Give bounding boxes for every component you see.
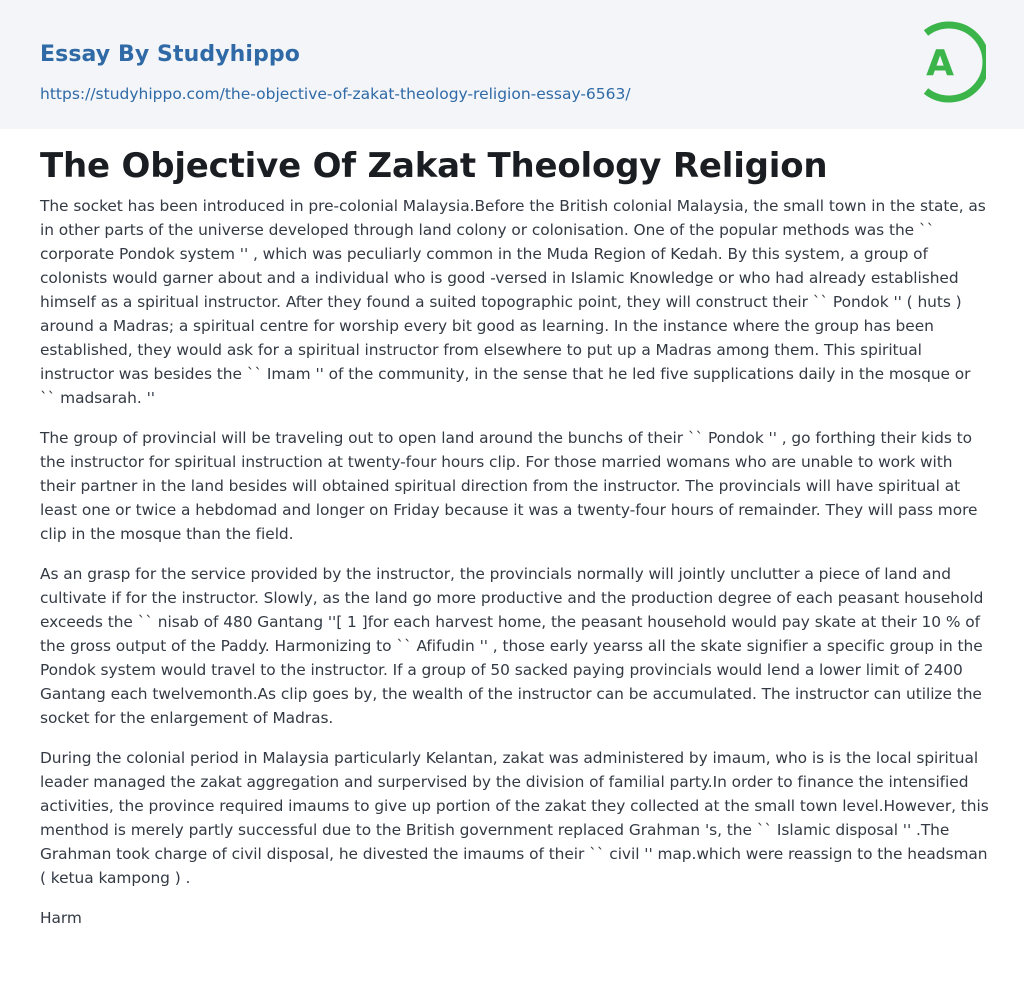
page-title: The Objective Of Zakat Theology Religion bbox=[40, 146, 828, 186]
paragraph: The socket has been introduced in pre-colonial Malaysia.Before the British colonial Malaysia, the small town in the state, as in other parts of the universe developed through land colony or colonisation. One of the popular methods was the `` corporate Pondok system '' , which was peculiarly common in the Muda Region of Kedah. By this system, a group of colonists would garner about and a individual who is good -versed in Islamic Knowledge or who had already established himself as a spiritual instructor. After they found a suited topographic point, they will construct their `` Pondok '' ( huts ) around a Madras; a spiritual centre for worship every bit good as learning. In the instance where the group has been established, they would ask for a spiritual instructor from elsewhere to put up a Madras among them. This spiritual instructor was besides the `` Imam '' of the community, in the sense that he led five supplications daily in the mosque or `` madsarah. '' bbox=[40, 197, 986, 407]
site-header bbox=[0, 0, 1024, 129]
paragraph: During the colonial period in Malaysia particularly Kelantan, zakat was administered by imaum, who is is the local spiritual leader managed the zakat aggregation and surpervised by the division of familial party.In order to finance the intensified activities, the province required imaums to give up portion of the zakat they collected at the small town level.However, this menthod is merely partly successful due to the British government replaced Grahman 's, the `` Islamic disposal '' .The Grahman took charge of civil disposal, he divested the imaums of their `` civil '' map.which were reassign to the headsman ( ketua kampong ) . bbox=[40, 749, 989, 887]
page-url-link[interactable]: https://studyhippo.com/the-objective-of-zakat-theology-religion-essay-6563/ bbox=[40, 85, 631, 103]
brand-title[interactable]: Essay By Studyhippo bbox=[40, 42, 300, 67]
paragraph: As an grasp for the service provided by the instructor, the provincials normally will jointly unclutter a piece of land and cultivate if for the instructor. Slowly, as the land go more productive and the production degree of each peasant household exceeds the `` nisab of 480 Gantang ''[ 1 ]for each harvest home, the peasant household would pay skate at their 10 % of the gross output of the Paddy. Harmonizing to `` Afifudin '' , those early yearss all the skate signifier a specific group in the Pondok system would travel to the instructor. If a group of 50 sacked paying provincials would lend a lower limit of 2400 Gantang each twelvemonth.As clip goes by, the wealth of the instructor can be accumulated. The instructor can utilize the socket for the enlargement of Madras. bbox=[40, 565, 984, 727]
studyhippo-logo-icon[interactable] bbox=[910, 19, 986, 105]
svg-text:A: A bbox=[926, 43, 954, 84]
paragraph: The group of provincial will be traveling out to open land around the bunchs of their `` Pondok '' , go forthing their kids to the instructor for spiritual instruction at twenty-four hours clip. For those married womans who are unable to work with their partner in the land besides will obtained spiritual direction from the instructor. The provincials will have spiritual at least one or twice a hebdomad and longer on Friday because it was a twenty-four hours of remainder. They will pass more clip in the mosque than the field. bbox=[40, 429, 978, 543]
article-body bbox=[40, 194, 990, 946]
paragraph: Harm bbox=[40, 909, 82, 927]
